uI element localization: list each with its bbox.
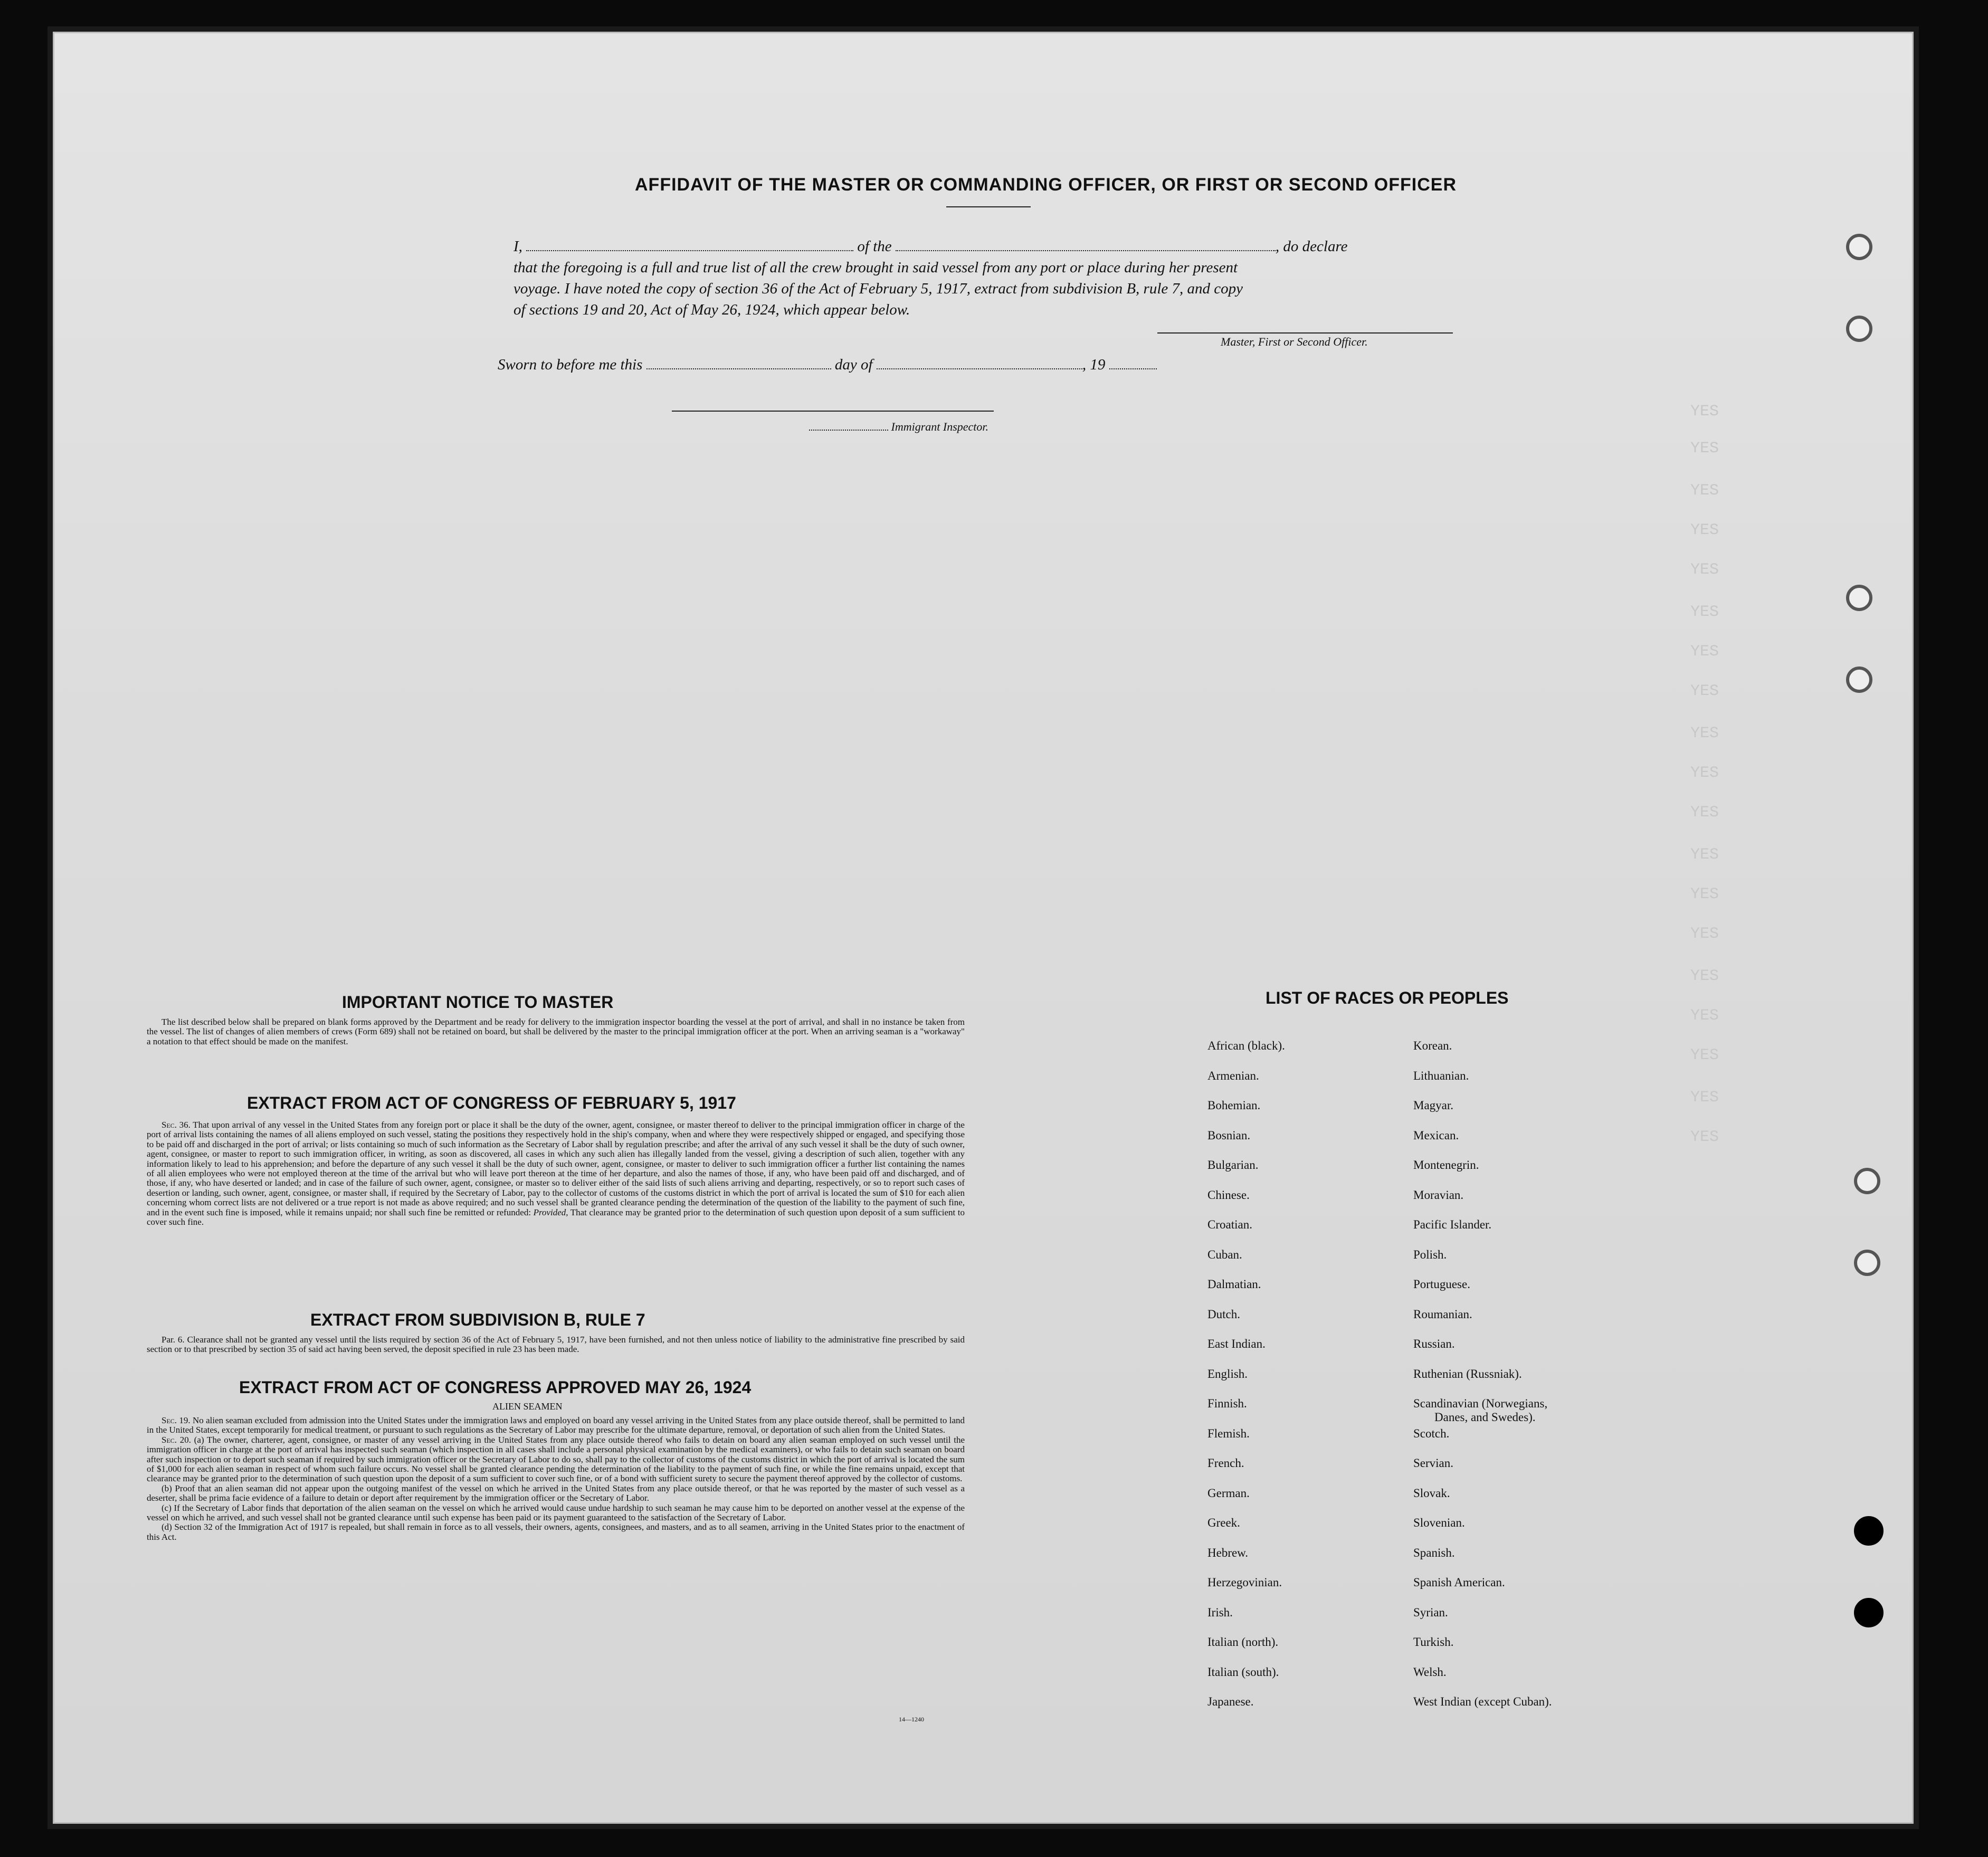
race-item: Finnish. [1207, 1397, 1247, 1410]
race-item: Syrian. [1413, 1605, 1448, 1619]
affidavit-line-1: I, of the , do declare [513, 238, 1348, 255]
affidavit-line-2: that the foregoing is a full and true list of all the crew brought in said vessel from any port or place during her present [513, 259, 1238, 276]
race-item: Irish. [1207, 1605, 1233, 1619]
punch-hole [1854, 1598, 1884, 1627]
punch-hole [1846, 316, 1872, 342]
races-column-2 [1413, 1039, 1552, 1725]
race-item: Lithuanian. [1413, 1069, 1469, 1082]
race-item: Croatian. [1207, 1218, 1252, 1231]
race-item: Servian. [1413, 1456, 1454, 1470]
race-item: English. [1207, 1367, 1248, 1380]
race-item: Slovenian. [1413, 1516, 1465, 1529]
race-item: Scandinavian (Norwegians, [1413, 1397, 1548, 1410]
race-item: Scotch. [1413, 1426, 1450, 1440]
race-item: Spanish. [1413, 1546, 1455, 1559]
races-column-1 [1207, 1039, 1285, 1725]
race-item: East Indian. [1207, 1337, 1266, 1350]
punch-hole [1854, 1516, 1884, 1546]
affidavit-line-4: of sections 19 and 20, Act of May 26, 1924, which appear below. [513, 301, 910, 318]
race-item: Ruthenian (Russniak). [1413, 1367, 1522, 1380]
race-item: Bulgarian. [1207, 1158, 1259, 1172]
race-item: Pacific Islander. [1413, 1218, 1492, 1231]
master-signature-label: Master, First or Second Officer. [1221, 335, 1368, 348]
race-item: Dutch. [1207, 1307, 1240, 1321]
race-item: Welsh. [1413, 1665, 1447, 1679]
race-item: Turkish. [1413, 1635, 1454, 1649]
extract-1924-heading: EXTRACT FROM ACT OF CONGRESS APPROVED MAY 26, 1924 [239, 1378, 752, 1397]
race-item: French. [1207, 1456, 1244, 1470]
race-item: Portuguese. [1413, 1278, 1470, 1291]
race-item: Bosnian. [1207, 1128, 1251, 1142]
race-item: Montenegrin. [1413, 1158, 1479, 1172]
master-signature-line [1157, 332, 1453, 334]
race-item: Japanese. [1207, 1695, 1254, 1708]
race-item: Flemish. [1207, 1426, 1250, 1440]
punch-hole [1854, 1168, 1880, 1194]
punch-hole [1846, 666, 1872, 693]
race-item: Cuban. [1207, 1247, 1242, 1261]
race-item: Hebrew. [1207, 1546, 1249, 1559]
form-number: 14—1240 [899, 1716, 924, 1723]
race-item: Mexican. [1413, 1128, 1459, 1142]
extract-1917-body: Sec. 36. That upon arrival of any vessel in the United States from any foreign port or place it shall be the duty of the owner, agent, consignee, or master thereof to deliver to the principal immigration officer in charge of the port of arrival lists containing the names of all aliens employed on such vessel, stating the positions they respectively hold in the ship's company, when and where they were respectively shipped or engaged, and specifying those to be paid off and discharged in the port of arrival; or lists containing so much of such information as the Secretary of Labor shall by regulation prescribe; and after the arrival of any such vessel it shall be the duty of such owner, agent, consignee, or master to report to such immigration officer, in writing, as soon as discovered, all cases in which any such alien has illegally landed from the vessel, giving a description of such alien, together with any information likely to lead to his apprehension; and before the departure of any such vessel it shall be the duty of such owner, agent, consignee, or master to deliver to such immigration officer a further list containing the names of all alien employees who were not employed thereon at the time of the arrival but who will leave port thereon at the time of her departure, and also the names of those, if any, who have been paid off and discharged, and of those, if any, who have deserted or landed; and in case of the failure of such owner, agent, consignee, or master so to deliver either of the said lists of such aliens arriving and departing, respectively, or so to report such cases of desertion or landing, such owner, agent, consignee, or master shall, if required by the Secretary of Labor, pay to the collector of customs of the customs district in which the port of arrival is located the sum of $10 for each alien concerning whom correct lists are not delivered or a true report is not made as above required; and no such vessel shall be granted clearance pending the determination of the question of the liability to the payment of such fine, and in the event such fine is imposed, while it remains unpaid; nor shall such fine be remitted or refunded: Provided, That clearance may be granted prior to the determination of such question upon deposit of a sum sufficient to cover such fine. [147, 1120, 965, 1227]
race-item: Dalmatian. [1207, 1278, 1261, 1291]
punch-hole [1846, 234, 1872, 260]
race-item: Armenian. [1207, 1069, 1259, 1082]
punch-hole [1846, 585, 1872, 611]
manifest-page: YES YES YES YES YES YES YES YES YES YES YES YES YES YES YES YES YES YES YES AFFIDAVIT OF THE MASTER OR COMMANDING OFFICER, OR FIRST OR SECOND OFFICER I, of the , do declare that the foregoing is a full and true list of all the crew brought in said vessel from any port or place during her present voyage. I have noted the copy of section 36 of the Act of February 5, 1917, extract from subdivision B, rule 7, and copy of sections 19 and 20, Act of May 26, 1924, which appear below. Master, First or Second Officer. Sworn to before me this day of , 19 Immigrant Inspector. IMPORTANT NOTICE TO MASTER The list described below shall be prepared on blank forms approved by the Department and be ready for delivery to the immigration inspector boarding the vessel at the port of arrival, and shall in no instance be taken from the vessel. The list of changes of alien members of crews (Form 689) shall not be retained on board, but shall be delivered by the master to the principal immigration officer at the port. When an arriving seaman is a "workaway" a notation to that effect should be made on the manifest. EXTRACT FROM ACT OF CONGRESS OF FEBRUARY 5, 1917 Sec. 36. That upon arrival of any vessel in the United States from any foreign port or place it shall be the duty of the owner, agent, consignee, or master thereof to deliver to the principal immigration officer in charge of the port of arrival lists containing the names of all aliens employed on such vessel, stating the positions they respectively hold in the ship's company, when and where they were respectively shipped or engaged, and specifying those to be paid off and discharged in the port of arrival; or lists containing so much of such information as the Secretary of Labor shall by regulation prescribe; and after the arrival of any such vessel it shall be the duty of such owner, agent, consignee, or master to report to such immigration officer, in writing, as soon as discovered, all cases in which any such alien has illegally landed from the vessel, giving a description of such alien, together with any information likely to lead to his apprehension; and before the departure of any such vessel it shall be the duty of such owner, agent, consignee, or master to deliver to such immigration officer a further list containing the names of all alien employees who were not employed thereon at the time of the arrival but who will leave port thereon at the time of her departure, and also the names of those, if any, who have been paid off and discharged, and of those, if any, who have deserted or landed; and in case of the failure of such owner, agent, consignee, or master so to deliver either of the said lists of such aliens arriving and departing, respectively, or so to report such cases of desertion or landing, such owner, agent, consignee, or master shall, if required by the Secretary of Labor, pay to the collector of customs of the customs district in which the port of arrival is located the sum of $10 for each alien concerning whom correct lists are not delivered or a true report is not made as above required; and no such vessel shall be granted clearance pending the determination of the question of the liability to the payment of such fine, and in the event such fine is imposed, while it remains unpaid; nor shall such fine be remitted or refunded: Provided, That clearance may be granted prior to the determination of such question upon deposit of a sum sufficient to cover such fine. EXTRACT FROM SUBDIVISION B, RULE 7 Par. 6. Clearance shall not be granted any vessel until the lists required by section 36 of the Act of February 5, 1917, have been furnished, and not then unless notice of liability to the administrative fine prescribed by said section or to that prescribed by section 35 of said act having been served, the deposit specified in rule 23 has been made. EXTRACT FROM ACT OF CONGRESS APPROVED MAY 26, 1924 ALIEN SEAMEN Sec. 19. No alien seaman excluded from admission into the United States under the immigration laws and employed on board any vessel arriving in the United States from any place outside thereof, shall be permitted to land in the United States, except temporarily for medical treatment, or pursuant to such regulations as the Secretary of Labor may prescribe for the ultimate departure, removal, or deportation of such alien from the United States. Sec. 20. (a) The owner, charterer, agent, consignee, or master of any vessel arriving in the United States from any place outside thereof who fails to detain on board any alien seaman employed on such vessel until the immigration officer in charge at the port of arrival has inspected such seaman (which inspection in all cases shall include a personal physical examination by the medical examiners), or who fails to detain such seaman on board after such inspection or to deport such seaman if required by such immigration officer or the Secretary of Labor to do so, shall pay to the collector of customs of the customs district in which the port of arrival is located the sum of $1,000 for each alien seaman in respect of whom such failure occurs. No vessel shall be granted clearance pending the determination of the liability to the payment of such fine, or while the fine remains unpaid, except that clearance may be granted prior to the determination of such question upon the deposit of a sum sufficient to cover such fine, or of a bond with sufficient surety to secure the payment thereof approved by the collector of customs. (b) Proof that an alien seaman did not appear upon the outgoing manifest of the vessel on which he arrived in the United States from any place outside thereof, or that he was reported by the master of such vessel as a deserter, shall be prima facie evidence of a failure to detain or deport after requirement by the immigration officer or the Secretary of Labor. (c) If the Secretary of Labor finds that deportation of the alien seaman on the vessel on which he arrived would cause undue hardship to such seaman he may cause him to be deported on another vessel at the expense of the vessel on which he arrived, and such vessel shall not be granted clearance until such expense has been paid or its payment guaranteed to the satisfaction of the Secretary of Labor. (d) Section 32 of the Immigration Act of 1917 is repealed, but shall remain in force as to all vessels, their owners, agents, consignees, and masters, and as to all seamen, arriving in the United States prior to the enactment of this Act. 14—1240 LIST OF RACES OR PEOPLES African (black). Armenian. Bohemian. Bosnian. Bulgarian. Chinese. Croatian. Cuban. Dalmatian. Dutch. East Indian. English. Finnish. Flemish. French. German. Greek. Hebrew. Herzegovinian. Irish. Italian (north). Italian (south). Japanese. Korean. Lithuanian. Magyar. Mexican. Montenegrin. Moravian. Pacific Islander. Polish. Portuguese. Roumanian. Russian. Ruthenian (Russniak). Scandinavian (Norwegians, Danes, and Swedes). Scotch. Servian. Slovak. Slovenian. Spanish. Spanish American. Syrian. Turkish. Welsh. West Indian (except Cuban). [53, 32, 1914, 1824]
race-item: Chinese. [1207, 1188, 1250, 1202]
race-item: Moravian. [1413, 1188, 1464, 1202]
race-item: Herzegovinian. [1207, 1576, 1282, 1589]
race-item: West Indian (except Cuban). [1413, 1695, 1552, 1708]
punch-hole [1854, 1250, 1880, 1276]
race-item: Italian (north). [1207, 1635, 1279, 1649]
inspector-signature-line [672, 411, 994, 412]
race-item: Russian. [1413, 1337, 1455, 1350]
race-item: German. [1207, 1486, 1250, 1500]
race-item-continuation: Danes, and Swedes). [1434, 1411, 1536, 1424]
title-rule [946, 206, 1031, 207]
race-item: African (black). [1207, 1039, 1285, 1052]
extract-rule7-body: Par. 6. Clearance shall not be granted any vessel until the lists required by section 36 of the Act of February 5, 1917, have been furnished, and not then unless notice of liability to the administrative fine prescribed by said section or to that prescribed by section 35 of said act having been served, the deposit specified in rule 23 has been made. [147, 1335, 965, 1355]
notice-heading: IMPORTANT NOTICE TO MASTER [342, 993, 614, 1012]
sworn-line: Sworn to before me this day of , 19 [498, 356, 1157, 374]
race-item: Greek. [1207, 1516, 1240, 1529]
race-item: Spanish American. [1413, 1576, 1505, 1589]
race-item: Korean. [1413, 1039, 1452, 1052]
affidavit-line-3: voyage. I have noted the copy of section 36 of the Act of February 5, 1917, extract from subdivision B, rule 7, and copy [513, 280, 1243, 297]
inspector-signature-label: Immigrant Inspector. [809, 420, 988, 434]
extract-1924-body: Sec. 19. No alien seaman excluded from admission into the United States under the immigration laws and employed on board any vessel arriving in the United States from any place outside thereof, shall be permitted to land in the United States, except temporarily for medical treatment, or pursuant to such regulations as the Secretary of Labor may prescribe for the ultimate departure, removal, or deportation of such alien from the United States. Sec. 20. (a) The owner, charterer, agent, consignee, or master of any vessel arriving in the United States from any place outside thereof who fails to detain on board any alien seaman employed on such vessel until the immigration officer in charge at the port of arrival has inspected such seaman (which inspection in all cases shall include a personal physical examination by the medical examiners), or who fails to detain such seaman on board after such inspection or to deport such seaman if required by such immigration officer or the Secretary of Labor to do so, shall pay to the collector of customs of the customs district in which the port of arrival is located the sum of $1,000 for each alien seaman in respect of whom such failure occurs. No vessel shall be granted clearance pending the determination of the liability to the payment of such fine, or while the fine remains unpaid, except that clearance may be granted prior to the determination of such question upon the deposit of a sum sufficient to cover such fine, or of a bond with sufficient surety to secure the payment thereof approved by the collector of customs. (b) Proof that an alien seaman did not appear upon the outgoing manifest of the vessel on which he arrived in the United States from any place outside thereof, or that he was reported by the master of such vessel as a deserter, shall be prima facie evidence of a failure to detain or deport after requirement by the immigration officer or the Secretary of Labor. (c) If the Secretary of Labor finds that deportation of the alien seaman on the vessel on which he arrived would cause undue hardship to such seaman he may cause him to be deported on another vessel at the expense of the vessel on which he arrived, and such vessel shall not be granted clearance until such expense has been paid or its payment guaranteed to the satisfaction of the Secretary of Labor. (d) Section 32 of the Immigration Act of 1917 is repealed, but shall remain in force as to all vessels, their owners, agents, consignees, and masters, and as to all seamen, arriving in the United States prior to the enactment of this Act. [147, 1415, 965, 1542]
race-item: Roumanian. [1413, 1307, 1472, 1321]
affidavit-title: AFFIDAVIT OF THE MASTER OR COMMANDING OFFICER, OR FIRST OR SECOND OFFICER [635, 175, 1457, 195]
race-item: Slovak. [1413, 1486, 1450, 1500]
race-item: Magyar. [1413, 1099, 1454, 1112]
extract-rule7-heading: EXTRACT FROM SUBDIVISION B, RULE 7 [310, 1310, 645, 1329]
extract-1917-heading: EXTRACT FROM ACT OF CONGRESS OF FEBRUARY 5, 1917 [247, 1093, 736, 1112]
race-item: Bohemian. [1207, 1099, 1261, 1112]
races-heading: LIST OF RACES OR PEOPLES [1266, 988, 1509, 1007]
race-item: Italian (south). [1207, 1665, 1279, 1679]
notice-body: The list described below shall be prepared on blank forms approved by the Department and be ready for delivery to the immigration inspector boarding the vessel at the port of arrival, and shall in no instance be taken from the vessel. The list of changes of alien members of crews (Form 689) shall not be retained on board, but shall be delivered by the master to the principal immigration officer at the port. When an arriving seaman is a "workaway" a notation to that effect should be made on the manifest. [147, 1017, 965, 1046]
alien-seamen-subheading: ALIEN SEAMEN [492, 1401, 563, 1412]
race-item: Polish. [1413, 1247, 1447, 1261]
